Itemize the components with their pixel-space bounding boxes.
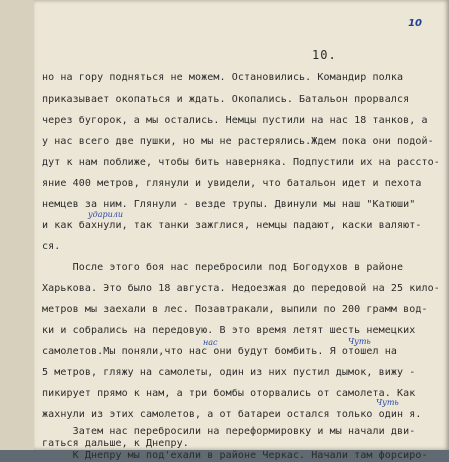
text-line: 5 метров, гляжу на самолеты, один из них пустил дымок, вижу - bbox=[42, 367, 416, 378]
text-line: После этого боя нас перебросили под Богодухов в районе bbox=[42, 262, 404, 273]
text-line: жахнули из этих самолетов, а от батареи остался только один я. bbox=[42, 409, 422, 420]
text-line: приказывает окопаться и ждать. Окопались. Батальон прорвался bbox=[42, 94, 410, 105]
text-line: гаться дальше, к Днепру. bbox=[42, 438, 189, 449]
text-line: пикирует прямо к нам, а три бомбы оторвались от самолета. Как bbox=[42, 388, 416, 399]
text-line: Харькова. Это было 18 августа. Недоезжая до передовой на 25 кило- bbox=[42, 283, 440, 294]
text-line: ся. bbox=[42, 241, 61, 252]
text-line: яние 400 метров, глянули и увидели, что батальон идет и пехота bbox=[42, 178, 422, 189]
corner-page-number: 10 bbox=[408, 18, 422, 29]
handwritten-annotation: нас bbox=[203, 338, 218, 347]
text-line: но на гору подняться не можем. Остановились. Командир полка bbox=[42, 72, 404, 83]
handwritten-annotation: Чуть bbox=[348, 337, 371, 346]
text-line: Затем нас перебросили на переформировку и мы начали дви- bbox=[42, 426, 416, 437]
handwritten-annotation: ударили bbox=[88, 210, 123, 219]
text-line: ки и собрались на передовую. В это время летят шесть немецких bbox=[42, 325, 416, 336]
text-line: дут к нам поближе, чтобы бить наверняка. Подпустили их на рассто- bbox=[42, 157, 440, 168]
text-line: у нас всего две пушки, но мы не растерялись.Ждем пока они подой- bbox=[42, 136, 434, 147]
text-line: метров мы заехали в лес. Позавтракали, выпили по 200 грамм вод- bbox=[42, 304, 428, 315]
text-line: самолетов.Мы поняли,что нас они будут бомбить. Я отошел на bbox=[42, 346, 397, 357]
text-line: через бугорок, а мы остались. Немцы пустили на нас 18 танков, а bbox=[42, 115, 428, 126]
text-line: и как бахнули, так танки зажглися, немцы падают, каски валяют- bbox=[42, 220, 422, 231]
text-line: К Днепру мы под'ехали в районе Черкас. Начали там форсиро- bbox=[42, 450, 428, 461]
page-number: 10. bbox=[312, 48, 337, 62]
handwritten-annotation: Чуть bbox=[376, 398, 399, 407]
text-line: немцев за ним. Глянули - везде трупы. Двинули мы наш "Катюши" bbox=[42, 199, 416, 210]
